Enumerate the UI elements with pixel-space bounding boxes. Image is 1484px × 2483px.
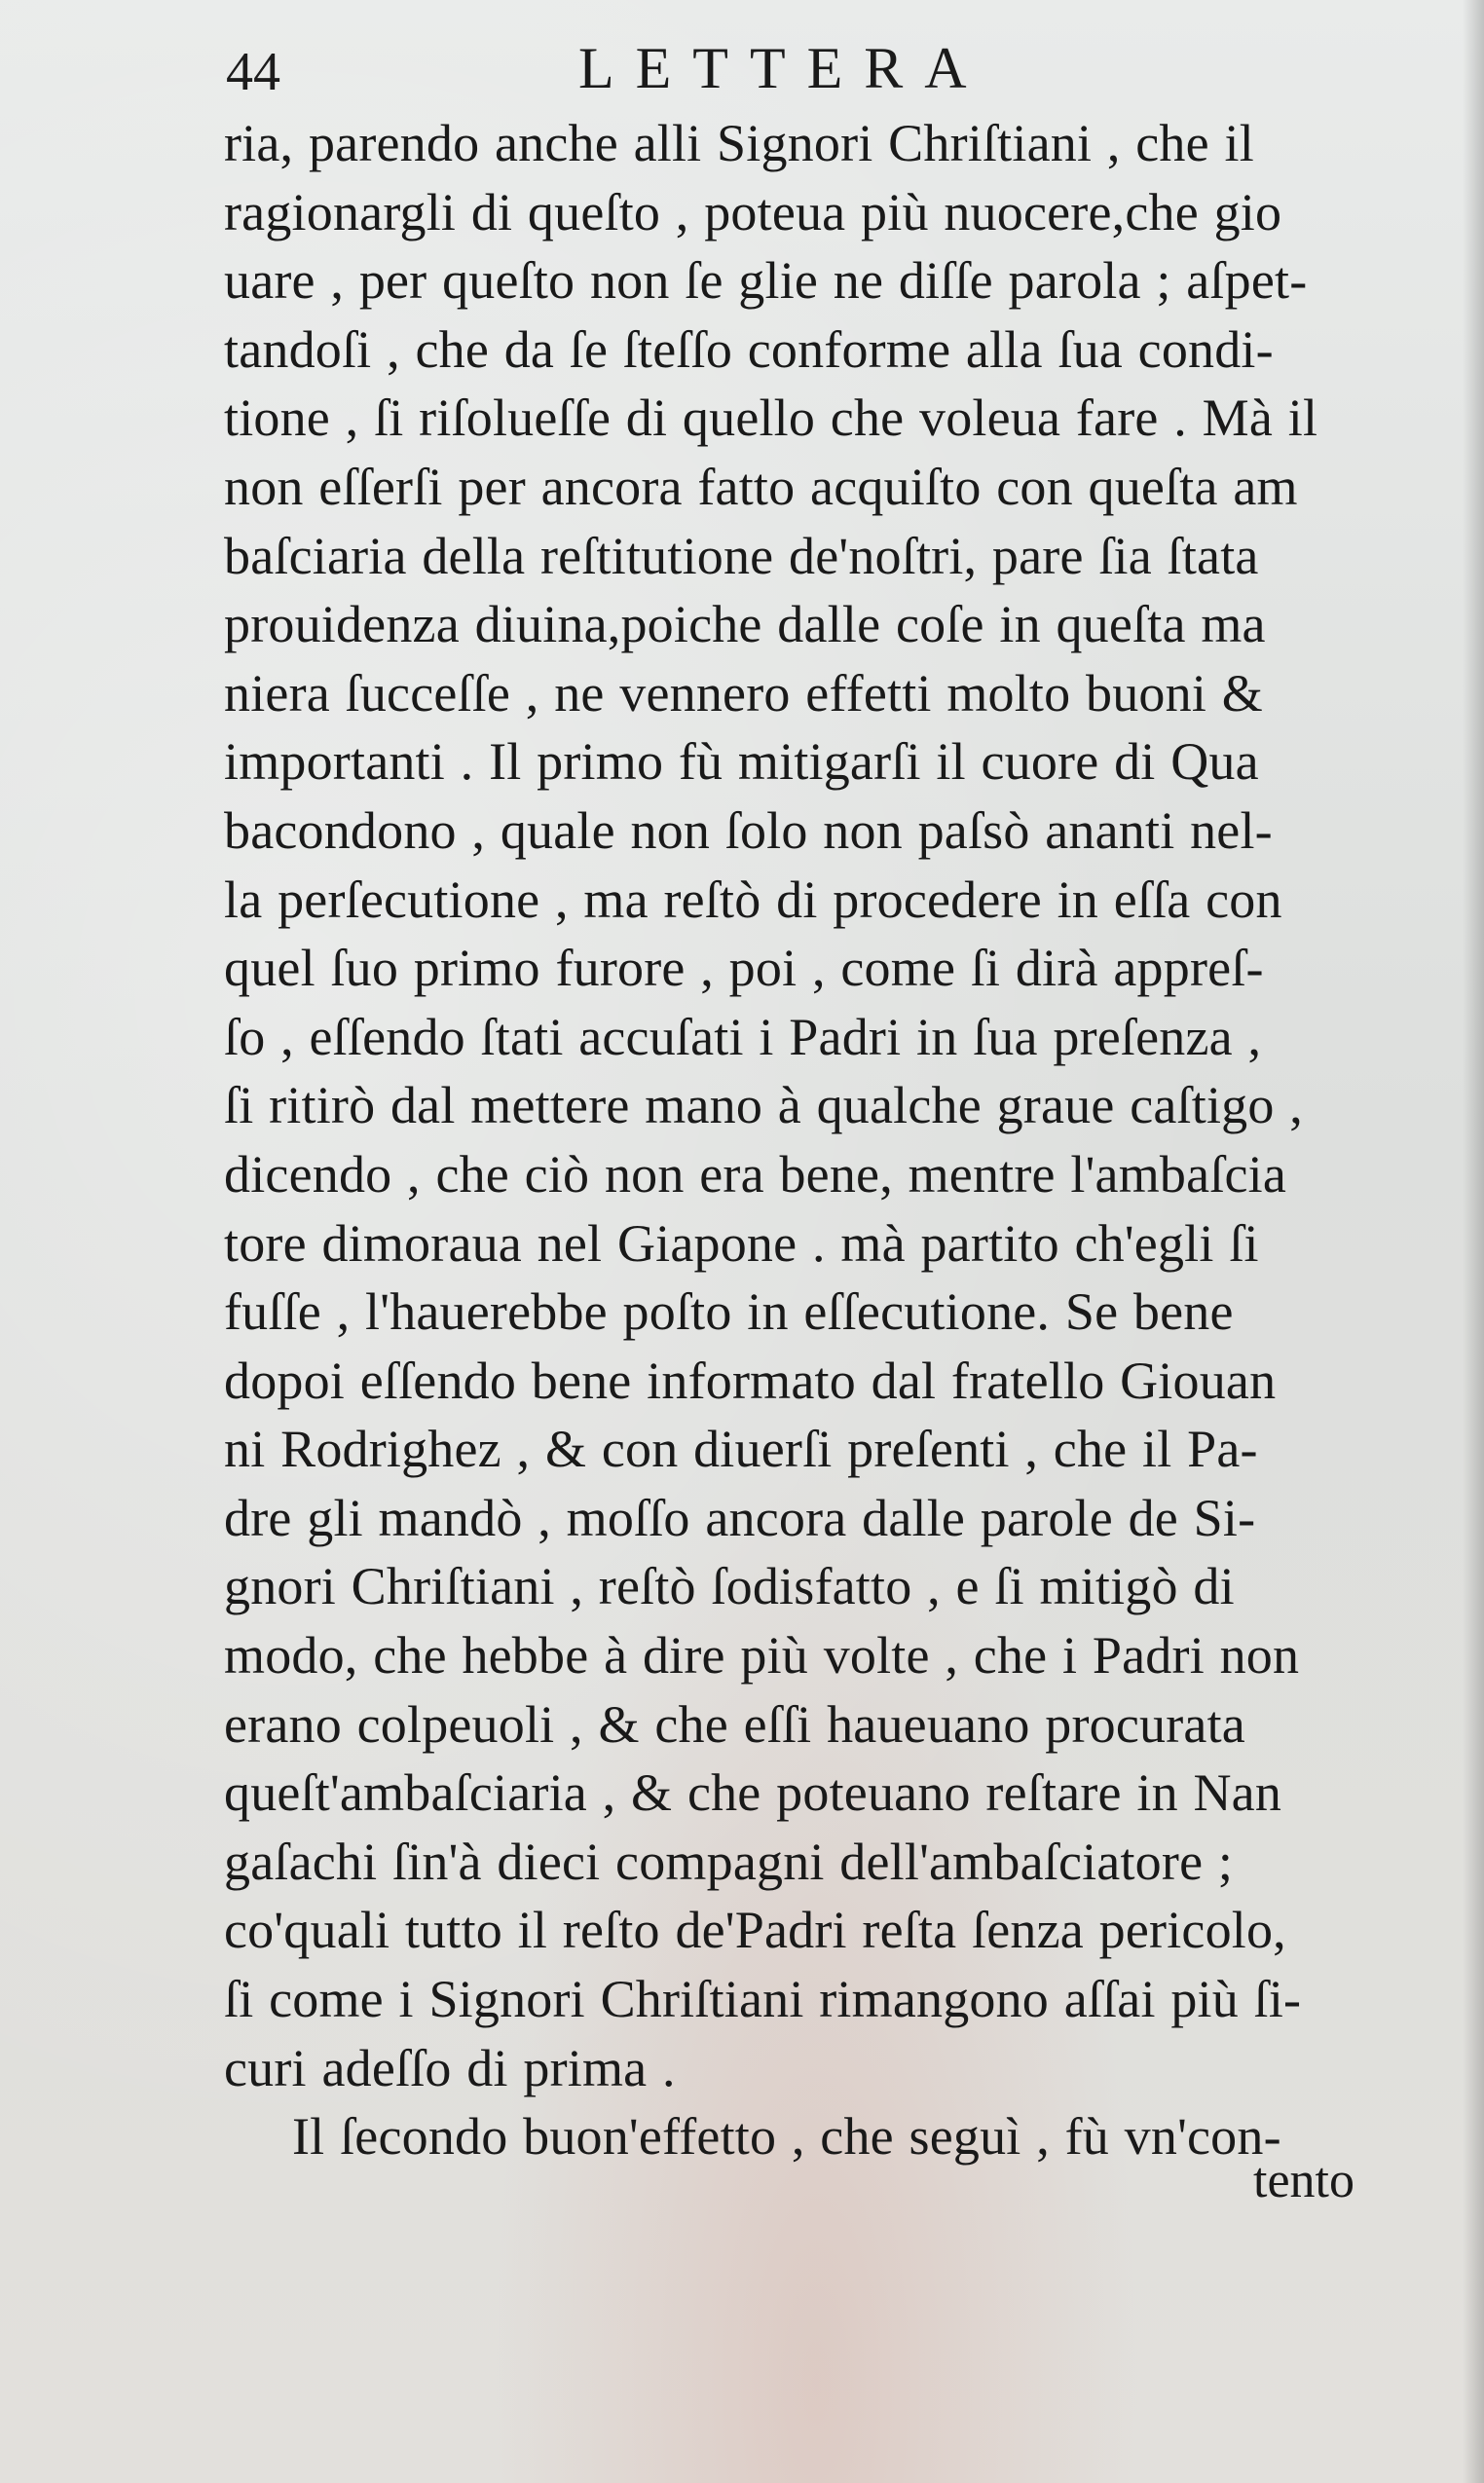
text-line: quel ſuo primo furore , poi , come ſi dirà appreſ- <box>224 939 1264 998</box>
catchword: tento <box>1253 2153 1354 2208</box>
text-line: la perſecutione , ma reſtò di procedere in eſſa con <box>224 870 1282 929</box>
text-line: dopoi eſſendo bene informato dal fratello Giouan <box>224 1351 1277 1410</box>
page-header <box>226 27 1375 115</box>
text-line: queſt'ambaſciaria , & che poteuano reſtare in Nan <box>224 1763 1282 1823</box>
text-line: baſciaria della reſtitutione de'noſtri, pare ſia ſtata <box>224 526 1259 585</box>
text-line: tore dimoraua nel Giapone . mà partito ch'egli ſi <box>224 1213 1259 1273</box>
text-line: dicendo , che ciò non era bene, mentre l'ambaſcia <box>224 1144 1287 1204</box>
text-line: ragionargli di queſto , poteua più nuocere,che gio <box>224 182 1282 241</box>
text-line: ſi ritirò dal mettere mano à qualche graue caſtigo , <box>224 1076 1303 1135</box>
text-line: dre gli mandò , moſſo ancora dalle parole de Si- <box>224 1488 1256 1547</box>
text-line: importanti . Il primo fù mitigarſi il cuore di Qua <box>224 732 1259 792</box>
text-line: ſi come i Signori Chriſtiani rimangono aſſai più ſi- <box>224 1970 1302 2029</box>
text-line: prouidenza diuina,poiche dalle coſe in queſta ma <box>224 595 1266 654</box>
text-line: bacondono , quale non ſolo non paſsò ananti nel- <box>224 800 1273 860</box>
text-line: co'quali tutto il reſto de'Padri reſta ſenza pericolo, <box>224 1901 1286 1960</box>
text-line: ria, parendo anche alli Signori Chriſtiani , che il <box>224 114 1254 172</box>
text-line: curi adeſſo di prima . <box>224 2038 676 2097</box>
text-line: fuſſe , l'hauerebbe poſto in eſſecutione. Se bene <box>224 1282 1234 1342</box>
text-line: uare , per queſto non ſe glie ne diſſe parola ; aſpet- <box>224 251 1308 311</box>
text-line: gnori Chriſtiani , reſtò ſodisfatto , e ſi mitigò di <box>224 1557 1235 1616</box>
text-line: modo, che hebbe à dire più volte , che i Padri non <box>224 1626 1300 1686</box>
text-line: tandoſi , che da ſe ſteſſo conforme alla ſua condi- <box>224 319 1274 379</box>
text-line: non eſſerſi per ancora fatto acquiſto con queſta am <box>224 457 1298 516</box>
text-line: erano colpeuoli , & che eſſi haueuano procurata <box>224 1694 1245 1754</box>
text-line: niera ſucceſſe , ne vennero effetti molto buoni & <box>224 663 1263 723</box>
text-line: ſo , eſſendo ſtati accuſati i Padri in ſua preſenza , <box>224 1007 1262 1066</box>
text-line: ni Rodrighez , & con diuerſi preſenti , che il Pa- <box>224 1420 1258 1479</box>
body-text <box>224 109 1451 2171</box>
page-number: 44 <box>226 42 280 102</box>
running-head: LETTERA <box>578 36 988 100</box>
text-line: tione , ſi riſolueſſe di quello che voleua fare . Mà il <box>224 389 1318 448</box>
text-line-paragraph-start: Il ſecondo buon'effetto , che seguì , fù vn'con- <box>292 2107 1281 2167</box>
text-line: gaſachi ſin'à dieci compagni dell'ambaſciatore ; <box>224 1832 1234 1891</box>
